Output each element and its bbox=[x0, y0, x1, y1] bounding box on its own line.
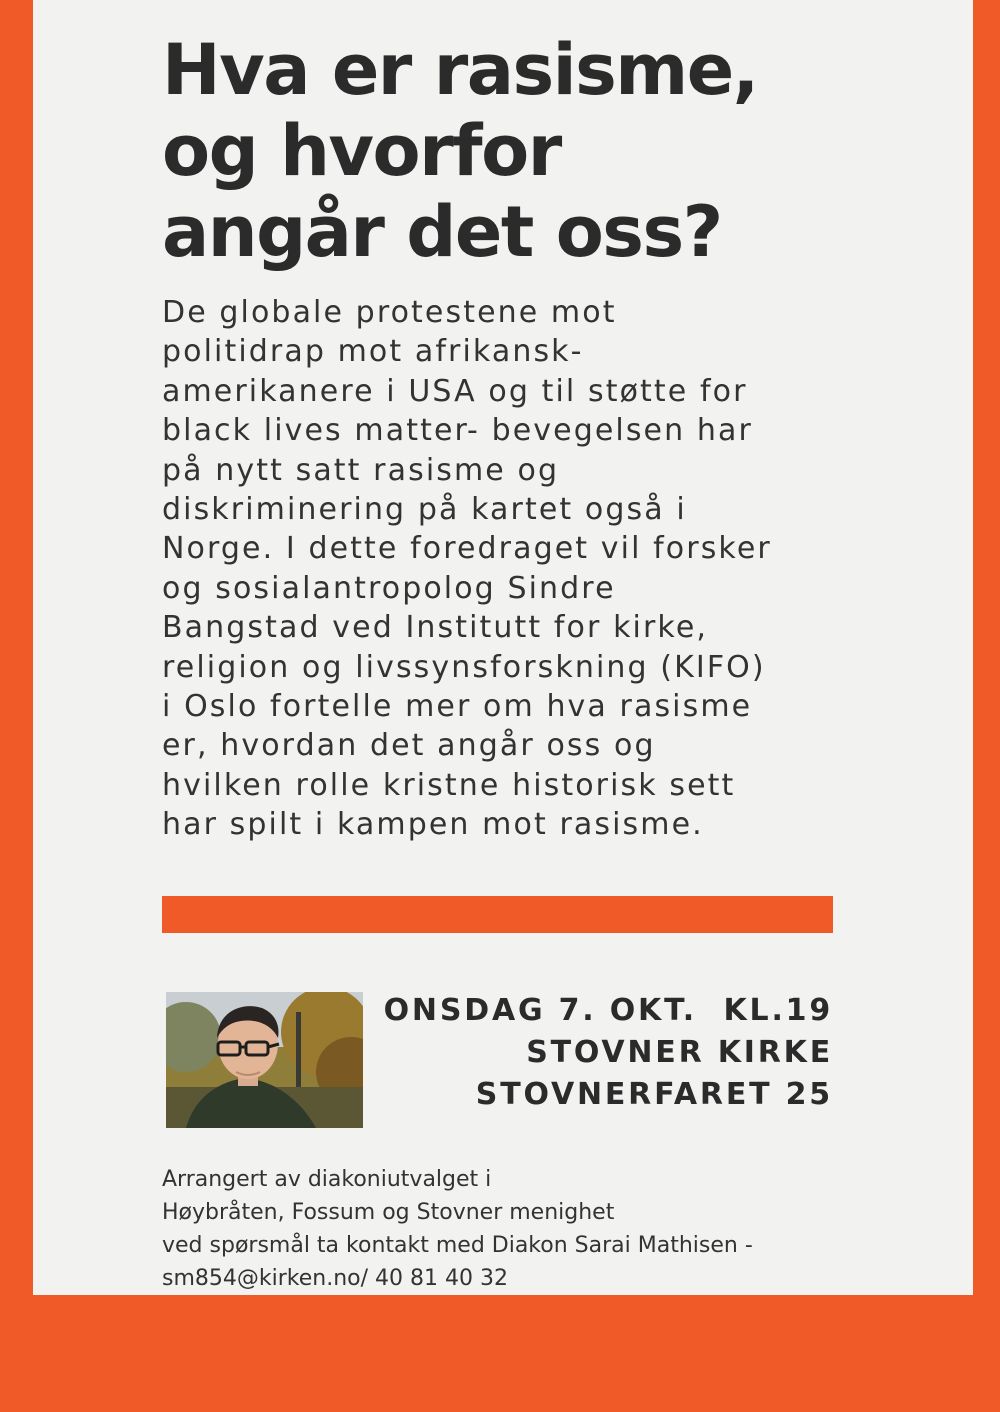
description-line: hvilken rolle kristne historisk sett bbox=[162, 767, 736, 803]
event-address: STOVNERFARET 25 bbox=[475, 1077, 833, 1112]
description-line: politidrap mot afrikansk- bbox=[162, 334, 584, 370]
description-line: De globale protestene mot bbox=[162, 295, 617, 330]
footer-line: ved spørsmål ta kontakt med Diakon Sarai Mathisen - bbox=[162, 1233, 753, 1258]
description-line: i Oslo fortelle mer om hva rasisme bbox=[162, 689, 753, 725]
footer-contact-line: sm854@kirken.no/ 40 81 40 32 bbox=[162, 1266, 508, 1291]
description-line: Bangstad ved Institutt for kirke, bbox=[162, 610, 709, 646]
description-line: på nytt satt rasisme og bbox=[162, 452, 560, 488]
event-details bbox=[384, 990, 833, 1116]
footer-line: Høybråten, Fossum og Stovner menighet bbox=[162, 1200, 615, 1225]
event-venue: STOVNER KIRKE bbox=[526, 1035, 833, 1070]
description-line: religion og livssynsforskning (KIFO) bbox=[162, 649, 766, 685]
title-line: og hvorfor bbox=[162, 110, 561, 192]
description-line: amerikanere i USA og til støtte for bbox=[162, 373, 748, 409]
footer-line: Arrangert av diakoniutvalget i bbox=[162, 1167, 492, 1192]
poster-title bbox=[162, 30, 862, 273]
event-date-time: ONSDAG 7. OKT. KL.19 bbox=[383, 993, 833, 1028]
description-line: black lives matter- bevegelsen har bbox=[162, 413, 753, 449]
accent-divider bbox=[162, 896, 833, 933]
title-line: angår det oss? bbox=[162, 191, 722, 273]
description-line: diskriminering på kartet også i bbox=[162, 492, 687, 528]
speaker-photo bbox=[166, 992, 363, 1128]
description-line: har spilt i kampen mot rasisme. bbox=[162, 807, 704, 843]
description-text bbox=[162, 293, 862, 845]
description-line: og sosialantropolog Sindre bbox=[162, 570, 616, 606]
speaker-portrait-image bbox=[166, 992, 363, 1128]
organizer-info bbox=[162, 1163, 862, 1295]
title-line: Hva er rasisme, bbox=[162, 29, 758, 111]
description-line: Norge. I dette foredraget vil forsker bbox=[162, 531, 772, 567]
description-line: er, hvordan det angår oss og bbox=[162, 728, 656, 764]
